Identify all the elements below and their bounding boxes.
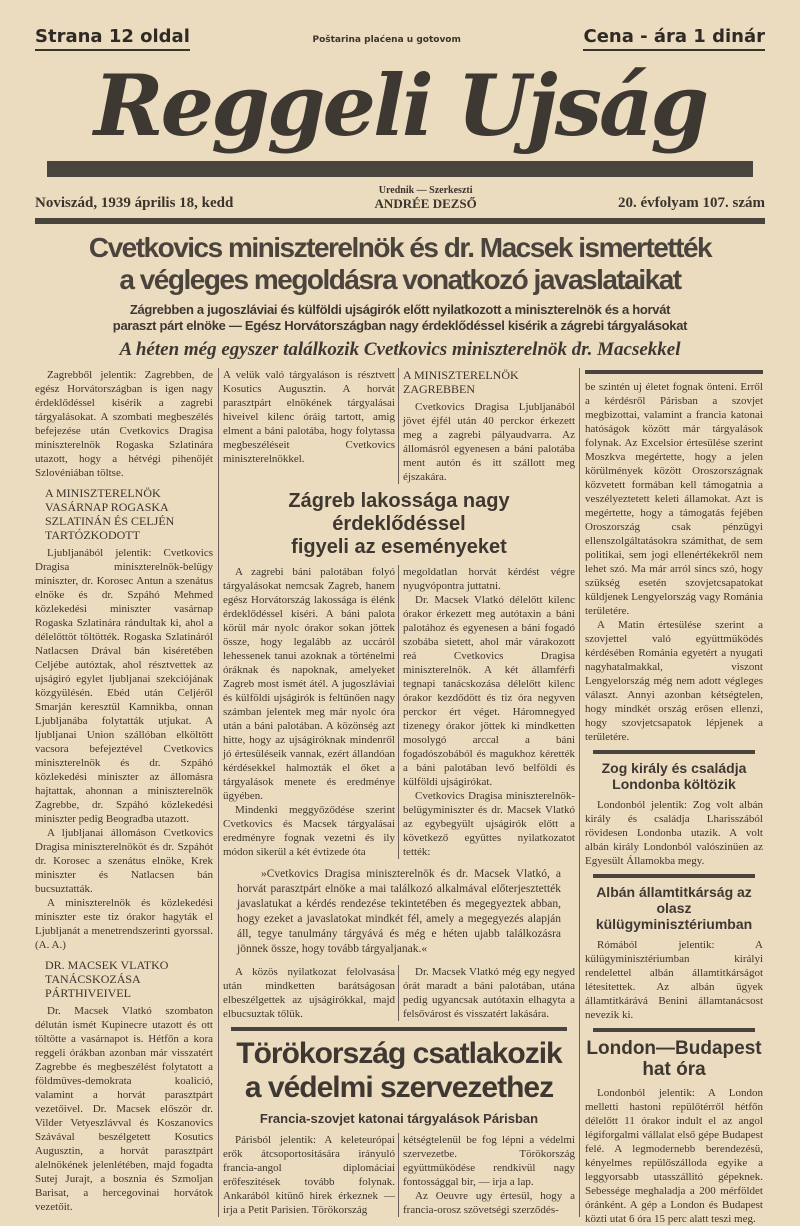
paragraph: kétségtelenül be fog lépni a védelmi szervezetbe. Törökország együttmüködése rendkivül nagy fontossággal bir, — irja a lap.: [403, 1134, 575, 1188]
lead-column-3: [398, 368, 575, 484]
lead-column-1: [35, 368, 218, 1214]
zog-headline: Zog király és családja Londonba költözik: [601, 760, 747, 792]
masthead-logo: Reggeli Ujság: [93, 56, 707, 155]
section-heading: A MINISZTERELNÖK VASÁRNAP ROGASKA SZLATINÁN ÉS CELJÉN TARTÓZKODOTT: [45, 486, 175, 542]
lead-italic-subhead: A héten még egyszer találkozik Cvetkovics miniszterelnök dr. Macsekkel: [119, 339, 681, 360]
section-rule: [593, 874, 755, 878]
editor-name: ANDRÉE DEZSŐ: [374, 196, 477, 211]
paragraph: Az Oeuvre ugy értesül, hogy a francia-orosz szövetségi szerződés-: [403, 1190, 575, 1216]
paragraph: A közös nyilatkozat felolvasása után mindketten barátságosan elbeszélgettek az ujságirókkal, majd elbucsuztak tőlük.: [223, 966, 395, 1020]
flight-article: [585, 1086, 763, 1226]
zagreb-bottom-right: [398, 965, 575, 1021]
joint-statement-quote: »Cvetkovics Dragisa miniszterelnök és dr. Macsek Vlatkó, a horvát parasztpárt elnöke a mai találkozó alkalmával előterjesztették javaslatukat a kérdés rendezése tekintetében és megegyeztek abban, hogy ezeket a javaslatokat mindkét fél, amely a megegyezés alapján áll, tegye tanulmány tárgyává és még e héten ujabb találkozásra jönnek össze, hogy tovább tárgyaljanak.«: [237, 868, 561, 955]
flight-headline: London—Budapest hat óra: [586, 1038, 762, 1080]
zagreb-bottom-left: [223, 965, 395, 1021]
section-heading: A MINISZTERELNÖK ZAGREBBEN: [403, 368, 519, 396]
paragraph: A zagrebi báni palotában folyó tárgyalásokat nemcsak Zagreb, hanem egész Horvátország lakossága is élénk érdeklődéssel kiséri. A báni palota körül már nyolc órakor sokan jöttek össze, hogy legalább az uccáról lehessenek tanui azoknak a történelmi óráknak és napoknak, amelyeket Zagreb most ismét átél. A jugoszláviai és külföldi ujságirók is feltünően nagy számban jelentek meg már nyolc óra után a báni palotában. A közönség azt hitte, hogy az ujságiróknak mindenről jó értesüléseik vannak, ezért állandóan kérdésekkel halmozták el őket a tárgyalások menete és eredménye ügyében.: [223, 566, 395, 802]
lead-subhead-1: Zágrebben a jugoszláviai és külföldi ujságirók előtt nyilatkozott a miniszterelnök és a horvát: [129, 302, 671, 317]
alban-article: [585, 938, 763, 1022]
paragraph: be szintén uj életet fognak önteni. Erről a kérdésről Párisban a szovjet megbizottai, valamint a francia katonai hatóságok között már tárgyalások folynak. Az Excelsior értesülése szerint Moszkva megértette, hogy a jelen körülmények között Oroszországnak közvetett formában kell támogatnia a veszélyeztetett keleti államokat. Azt is megértette, hogy a támogatás fejében Oroszország csak pénzügyi ellenszolgáltatásokra számithat, de sem politikai, sem jogi ellenértékekről nem lehet szó. Ma már arról sincs szó, hogy szükség esetén szovjetcsapatokat küldjenek Lengyelország vagy Románia területére.: [585, 381, 763, 617]
paragraph: Londonból jelentik: A London melletti hastoni repülőtérről hétfőn délelőtt 11 órakor indult el az angol légiforgalmi vállalat első gépe Budapest felé. A legmodernebb berendezésü, kényelmes repülőszálloda egyike a leggyorsabb utasszállitó gépeknek. Sebessége meghaladja a 200 mérföldet óránként. A gép a London és Budapest közti utat 6 óra 15 perc alatt teszi meg.: [585, 1087, 763, 1225]
turkey-column-left: [223, 1133, 395, 1217]
paragraph: megoldatlan horvát kérdést végre nyugvópontra juttatni.: [403, 566, 575, 592]
masthead-bar: [47, 161, 753, 177]
header-rule: [35, 218, 765, 224]
paragraph: Cvetkovics Dragisa Ljubljanából jövet éjfél után 40 perckor érkezett meg a zagrebi pályaudvarra. Az állomásról egyenesen a báni palotába ment autón és itt szállott meg éjszakára.: [403, 401, 575, 483]
section-rule: [593, 750, 755, 754]
lead-headline-2: a végleges megoldásra vonatkozó javaslataikat: [119, 264, 681, 295]
alban-headline: Albán államtitkárság az olasz külügyminisztériumban: [595, 884, 753, 932]
paragraph: A velük való tárgyaláson is résztvett Kosutics Augusztin. A horvát parasztpárt elnökének tárgyalásai hiveivel kilenc óráig tartott, amig elment a báni palotába, hogy folytassa megbeszéléseit Cvetkovics miniszterelnökkel.: [223, 369, 395, 465]
paragraph: Párisból jelentik: A keleteurópai erők átcsoportositására irányuló francia-angol diplomáciai erőfeszitések tovább folynak. Ankarából kitünő hirek érkeznek — irja a Petit Parisien. Törökország: [223, 1134, 395, 1216]
paragraph: Rómából jelentik: A külügyminisztériumban királyi rendelettel albán államtitkárságot létesitettek. Az albán ügyek államtitkárává Benini államtanácsost nevezik ki.: [585, 939, 763, 1021]
price: Cena - ára 1 dinár: [583, 26, 765, 51]
paragraph: Dr. Macsek Vlatkó délelőtt kilenc órakor érkezett meg autótaxin a báni palotához és egyenesen a báni fogadó szobába sietett, ahol már várakozott reá Cvetkovics Dragisa miniszterelnök. A két államférfi tegnapi tanácskozása délelőtt kilenc órakor kezdődött és tiz óra negyven perckor ért véget. Háromnegyed tizenegy órakor jöttek ki mindketten mosolygó arccal a báni fogadószobából és magukhoz kérették a báni palotában levő belföldi és külföldi ujságirókat.: [403, 594, 575, 788]
page-count: Strana 12 oldal: [35, 26, 190, 51]
paragraph: Dr. Macsek Vlatkó szombaton délután ismét Kupinecre utazott és ott töltötte a vasárnapot is. Hétfőn a kora reggeli órákban azonban már visszatért Zagrebbe és megbeszélést folytatott a földmüves-demokrata koalició, valamint a horvát parasztpárt vezetőivel. Dr. Macsek először dr. Vilder Vetyeszlávval és Koszanovics Szávával beszélgetett Kosutics Augusztin, a horvát parasztpárt alelnökének jelenlétében, majd fogadta Sutej Jurajt, a bosznia és Szmoljan Barisat, a hercegovinai horvátok vezetőit.: [35, 1005, 213, 1213]
postage-note: Poštarina plaćena u gotovom: [312, 35, 461, 45]
dateline: Noviszád, 1939 április 18, kedd: [35, 195, 234, 211]
zog-article: [585, 798, 763, 868]
paragraph: Zagrebből jelentik: Zagrebben, de egész Horvátországban is igen nagy érdeklődéssel kisérik a zagrebi tárgyalásokat. A szombati megbeszélés befejezése után Cvetkovics Dragisa miniszterelnök Rogaska Szlatinára utazott, hogy a hétvégi pihenőjét Szlovéniában töltse.: [35, 369, 213, 479]
turkey-subhead: Francia-szovjet katonai tárgyalások Párisban: [259, 1111, 539, 1126]
turkey-headline: Törökország csatlakozik a védelmi szervezethez: [236, 1037, 562, 1104]
paragraph: Dr. Macsek Vlatkó még egy negyed órát maradt a báni palotában, utána pedig ugyancsak autótaxin elhagyta a felsővárost és visszatért lakására.: [403, 966, 575, 1020]
paragraph: A Matin értesülése szerint a szovjettel való együttmüködés kérdésében Románia egyetért a nyugati nagyhatalmakkal, viszont Lengyelország még nem adott végleges választ. Annyi azonban kétségtelen, hogy mindkét ország erősen ellenzi, hogy szovjetcsapatok lépjenek a területére.: [585, 619, 763, 743]
paragraph: Ljubljanából jelentik: Cvetkovics Dragisa miniszterelnök-belügy miniszter, dr. Korosec Antun a szenátus elnöke és dr. Szpáhó Mehmed közlekedési miniszter vasárnap Rogaska Szlatinára rándultak ki, ahol a délelőttöt töltötték. Rogaska Szlatináról Natlacsen Drával bán kiséretében Celjébe autóztak, ahol résztvettek az ujságiró egylet ljubljanai szekciójának közgyülésén. Ebéd után Celjéről Smarján keresztül Kamnikba, onnan Ljubljanába folytatták utjukat. A ljubljanai Union szállóban elköltött vacsora befejeztével Cvetkovics miniszterelnök és dr. Szpáhó közlekedési miniszter az állomásra hajtattak, ahonnan a miniszterelnök Zagrebbe, dr. Szpáhó közlekedési miniszter pedig Beogradba utazott.: [35, 547, 213, 825]
turkey-continuation: [585, 380, 763, 744]
paragraph: Cvetkovics Dragisa miniszterelnök-belügyminiszter és dr. Macsek Vlatkó az egybegyült ujságirók előtt a következő együttes nyilatkozatot tették:: [403, 790, 575, 858]
paragraph: Mindenki meggyőződése szerint Cvetkovics és Macsek tárgyalásai eredményre fognak vezetni és ily módon sikerül a két évtizede óta: [223, 804, 395, 858]
paragraph: A ljubljanai állomáson Cvetkovics Dragisa miniszterelnököt és dr. Szpáhót dr. Korosec a szenátus elnöke, Krek miniszter és Natlacsen bán bucsuztatták.: [35, 827, 213, 895]
issue-number: 20. évfolyam 107. szám: [617, 195, 765, 211]
zagreb-column-left: [223, 565, 395, 859]
lead-column-2: [223, 368, 395, 484]
section-heading: DR. MACSEK VLATKO TANÁCSKOZÁSA PÁRTHIVEIVEL: [45, 958, 169, 1000]
turkey-column-right: [398, 1133, 575, 1217]
section-rule: [231, 1027, 567, 1031]
editor-label: Urednik — Szerkeszti: [378, 185, 473, 196]
section-rule: [585, 370, 763, 374]
section-rule: [593, 1028, 755, 1032]
paragraph: Londonból jelentik: Zog volt albán király és családja Lharisszából rövidesen Londonba utazik. A volt albán király Londonból valószinüen az Egyesült Államokba megy.: [585, 799, 763, 867]
zagreb-headline: Zágreb lakossága nagy érdeklődéssel figyeli az eseményeket: [288, 490, 510, 558]
paragraph: A miniszterelnök és közlekedési miniszter este tiz órakor hagyták el Ljubljanát a menetrendszerinti gyorssal. (A. A.): [35, 897, 213, 951]
lead-headline-1: Cvetkovics miniszterelnök és dr. Macsek ismertették: [88, 232, 712, 263]
zagreb-column-right: [398, 565, 575, 859]
lead-subhead-2: paraszt párt elnöke — Egész Horvátországban nagy érdeklődéssel kisérik a zágrebi tárgyalásokat: [112, 318, 688, 333]
